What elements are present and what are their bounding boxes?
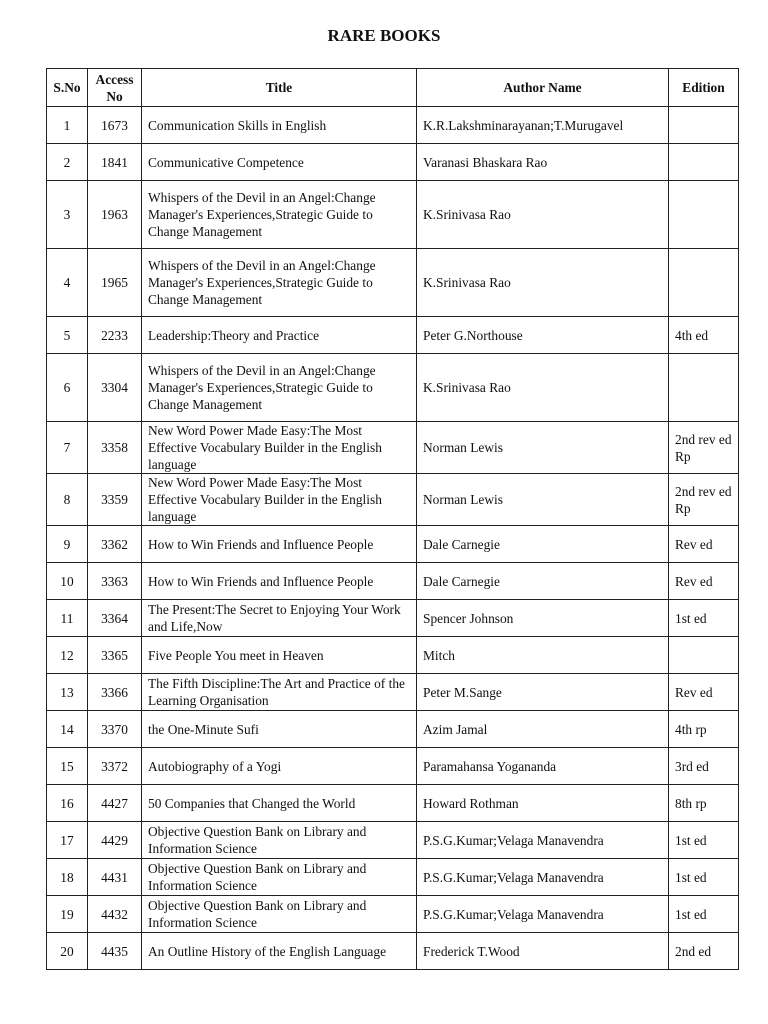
cell-edition: Rev ed (669, 563, 739, 600)
cell-edition: 8th rp (669, 785, 739, 822)
cell-edition (669, 249, 739, 317)
cell-access-no: 3362 (88, 526, 142, 563)
cell-title: Whispers of the Devil in an Angel:Change Manager's Experiences,Strategic Guide to Change Management (142, 354, 417, 422)
cell-sno: 19 (47, 896, 88, 933)
cell-author: Norman Lewis (417, 422, 669, 474)
cell-sno: 11 (47, 600, 88, 637)
cell-title: New Word Power Made Easy:The Most Effective Vocabulary Builder in the English language (142, 474, 417, 526)
cell-access-no: 4435 (88, 933, 142, 970)
cell-sno: 17 (47, 822, 88, 859)
cell-author: P.S.G.Kumar;Velaga Manavendra (417, 822, 669, 859)
cell-access-no: 3359 (88, 474, 142, 526)
table-row (47, 526, 739, 563)
cell-sno: 13 (47, 674, 88, 711)
cell-edition: Rev ed (669, 526, 739, 563)
header-title: Title (142, 69, 417, 107)
table-row (47, 563, 739, 600)
table-row (47, 859, 739, 896)
cell-author: Mitch (417, 637, 669, 674)
cell-sno: 20 (47, 933, 88, 970)
cell-title: the One-Minute Sufi (142, 711, 417, 748)
cell-sno: 4 (47, 249, 88, 317)
cell-access-no: 4429 (88, 822, 142, 859)
table-row (47, 354, 739, 422)
cell-title: Leadership:Theory and Practice (142, 317, 417, 354)
rare-books-table (46, 68, 739, 970)
cell-access-no: 1673 (88, 107, 142, 144)
cell-edition (669, 354, 739, 422)
cell-edition: 2nd ed (669, 933, 739, 970)
table-row (47, 748, 739, 785)
cell-edition: 1st ed (669, 896, 739, 933)
header-access-no: Access No (88, 69, 142, 107)
cell-sno: 14 (47, 711, 88, 748)
cell-author: Frederick T.Wood (417, 933, 669, 970)
cell-author: K.Srinivasa Rao (417, 181, 669, 249)
cell-sno: 6 (47, 354, 88, 422)
cell-access-no: 1963 (88, 181, 142, 249)
cell-title: The Fifth Discipline:The Art and Practice of the Learning Organisation (142, 674, 417, 711)
header-sno: S.No (47, 69, 88, 107)
cell-title: Whispers of the Devil in an Angel:Change Manager's Experiences,Strategic Guide to Change Management (142, 181, 417, 249)
cell-title: Whispers of the Devil in an Angel:Change Manager's Experiences,Strategic Guide to Change Management (142, 249, 417, 317)
cell-sno: 18 (47, 859, 88, 896)
cell-title: New Word Power Made Easy:The Most Effective Vocabulary Builder in the English language (142, 422, 417, 474)
cell-author: Howard Rothman (417, 785, 669, 822)
cell-author: Spencer Johnson (417, 600, 669, 637)
cell-access-no: 3363 (88, 563, 142, 600)
cell-title: Five People You meet in Heaven (142, 637, 417, 674)
cell-author: Dale Carnegie (417, 526, 669, 563)
table-row (47, 422, 739, 474)
cell-access-no: 1965 (88, 249, 142, 317)
table-row (47, 107, 739, 144)
cell-author: Varanasi Bhaskara Rao (417, 144, 669, 181)
table-row (47, 181, 739, 249)
table-row (47, 674, 739, 711)
cell-title: Autobiography of a Yogi (142, 748, 417, 785)
cell-sno: 16 (47, 785, 88, 822)
table-header-row (47, 69, 739, 107)
cell-edition (669, 181, 739, 249)
table-row (47, 474, 739, 526)
table-row (47, 711, 739, 748)
cell-sno: 2 (47, 144, 88, 181)
table-row (47, 896, 739, 933)
cell-title: Objective Question Bank on Library and Information Science (142, 859, 417, 896)
table-body (47, 107, 739, 970)
cell-access-no: 4431 (88, 859, 142, 896)
cell-access-no: 3358 (88, 422, 142, 474)
cell-access-no: 4432 (88, 896, 142, 933)
cell-author: K.Srinivasa Rao (417, 249, 669, 317)
cell-edition: Rev ed (669, 674, 739, 711)
cell-title: How to Win Friends and Influence People (142, 563, 417, 600)
cell-title: An Outline History of the English Language (142, 933, 417, 970)
cell-edition: 3rd ed (669, 748, 739, 785)
cell-access-no: 1841 (88, 144, 142, 181)
cell-sno: 10 (47, 563, 88, 600)
cell-author: K.Srinivasa Rao (417, 354, 669, 422)
cell-title: Objective Question Bank on Library and Information Science (142, 822, 417, 859)
cell-access-no: 2233 (88, 317, 142, 354)
cell-title: The Present:The Secret to Enjoying Your Work and Life,Now (142, 600, 417, 637)
cell-title: 50 Companies that Changed the World (142, 785, 417, 822)
cell-edition: 2nd rev ed Rp (669, 474, 739, 526)
cell-sno: 1 (47, 107, 88, 144)
cell-access-no: 3370 (88, 711, 142, 748)
cell-sno: 9 (47, 526, 88, 563)
table-row (47, 785, 739, 822)
header-author: Author Name (417, 69, 669, 107)
cell-edition: 1st ed (669, 859, 739, 896)
cell-edition: 1st ed (669, 600, 739, 637)
cell-author: Azim Jamal (417, 711, 669, 748)
cell-edition (669, 144, 739, 181)
cell-title: How to Win Friends and Influence People (142, 526, 417, 563)
cell-author: Dale Carnegie (417, 563, 669, 600)
cell-author: Peter G.Northouse (417, 317, 669, 354)
cell-author: Peter M.Sange (417, 674, 669, 711)
cell-sno: 3 (47, 181, 88, 249)
cell-title: Objective Question Bank on Library and Information Science (142, 896, 417, 933)
cell-access-no: 3364 (88, 600, 142, 637)
page-title: RARE BOOKS (327, 26, 441, 45)
table-row (47, 637, 739, 674)
cell-sno: 8 (47, 474, 88, 526)
cell-edition (669, 107, 739, 144)
cell-access-no: 3304 (88, 354, 142, 422)
cell-access-no: 3365 (88, 637, 142, 674)
cell-sno: 15 (47, 748, 88, 785)
table-row (47, 600, 739, 637)
table-row (47, 249, 739, 317)
cell-author: Norman Lewis (417, 474, 669, 526)
cell-access-no: 4427 (88, 785, 142, 822)
cell-edition: 1st ed (669, 822, 739, 859)
cell-edition (669, 637, 739, 674)
cell-author: P.S.G.Kumar;Velaga Manavendra (417, 859, 669, 896)
header-edition: Edition (669, 69, 739, 107)
cell-edition: 2nd rev ed Rp (669, 422, 739, 474)
cell-edition: 4th ed (669, 317, 739, 354)
cell-author: K.R.Lakshminarayanan;T.Murugavel (417, 107, 669, 144)
table-row (47, 144, 739, 181)
cell-sno: 7 (47, 422, 88, 474)
cell-title: Communicative Competence (142, 144, 417, 181)
cell-author: Paramahansa Yogananda (417, 748, 669, 785)
table-row (47, 933, 739, 970)
cell-access-no: 3366 (88, 674, 142, 711)
cell-access-no: 3372 (88, 748, 142, 785)
cell-author: P.S.G.Kumar;Velaga Manavendra (417, 896, 669, 933)
table-row (47, 317, 739, 354)
cell-sno: 12 (47, 637, 88, 674)
cell-title: Communication Skills in English (142, 107, 417, 144)
cell-sno: 5 (47, 317, 88, 354)
table-row (47, 822, 739, 859)
cell-edition: 4th rp (669, 711, 739, 748)
